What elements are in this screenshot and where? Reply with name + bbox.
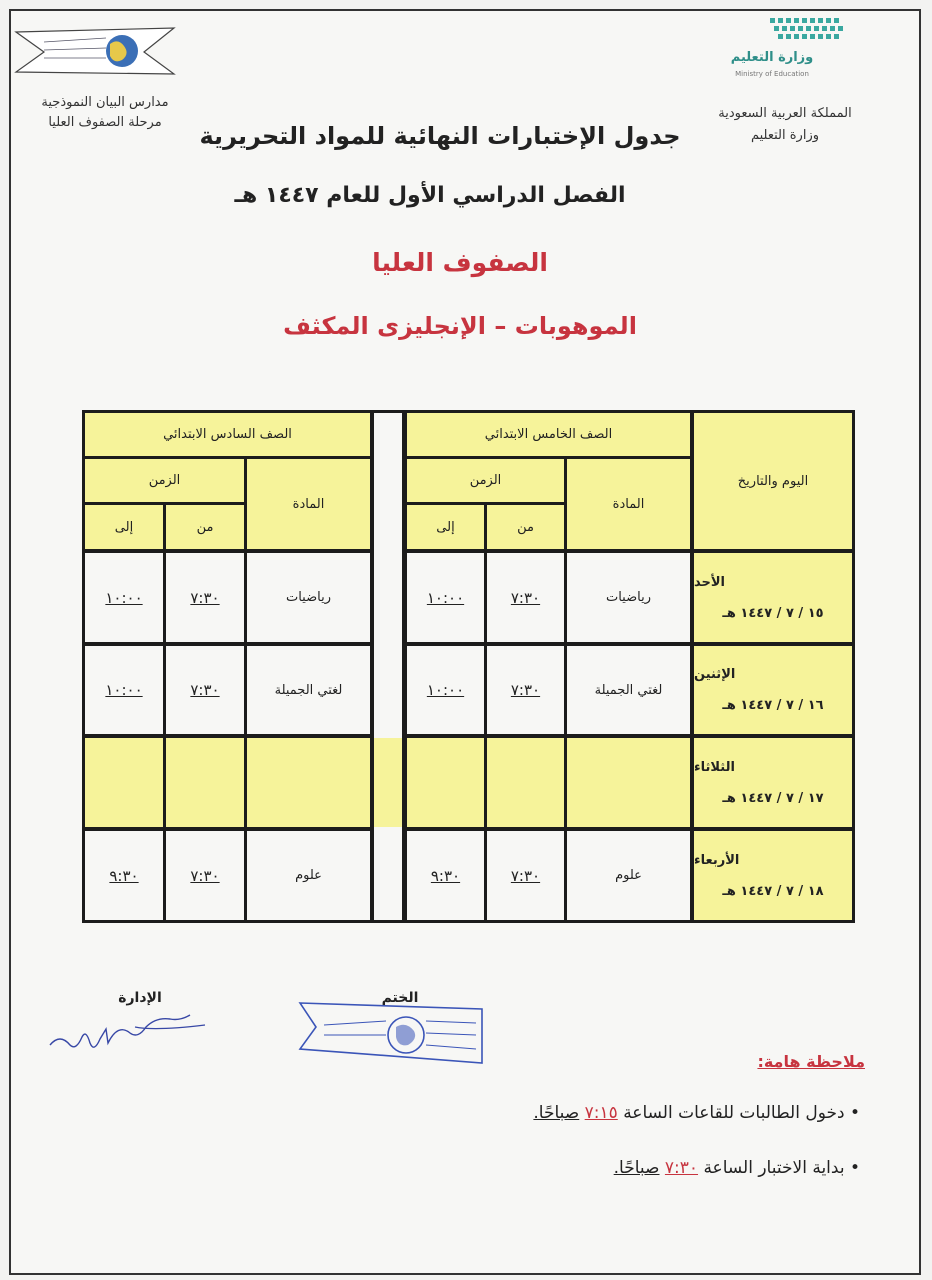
bullet1-time: ٧:١٥ xyxy=(584,1103,618,1123)
bullet1-suffix: صباحًا. xyxy=(533,1103,580,1123)
grade6-subject: رياضيات xyxy=(247,553,370,642)
grade6-to-time: ٩:٣٠ xyxy=(85,831,163,920)
grade6-from-time: ٧:٣٠ xyxy=(166,646,244,734)
school-logo xyxy=(14,22,179,80)
bullet-dot: • xyxy=(844,1103,860,1123)
table-row-day xyxy=(694,831,852,920)
stamp-label: الختم xyxy=(381,990,419,1006)
admin-signature xyxy=(45,1005,215,1055)
grade6-from-time: ٧:٣٠ xyxy=(166,831,244,920)
day-label: الأربعاء xyxy=(694,852,740,868)
table-row-day xyxy=(694,646,852,734)
grade6-subject xyxy=(247,738,370,827)
grade5-header: الصف الخامس الابتدائي xyxy=(407,413,690,456)
grade5-to-time: ١٠:٠٠ xyxy=(407,646,484,734)
exam-schedule-table xyxy=(82,410,855,923)
date-label: ١٨ / ٧ / ١٤٤٧ هـ xyxy=(722,883,824,899)
grade6-subject: لغتي الجميلة xyxy=(247,646,370,734)
table-row-day xyxy=(694,553,852,642)
grade6-subject-header: المادة xyxy=(247,459,370,549)
note-bullet-2 xyxy=(430,1158,860,1178)
grade5-from-time: ٧:٣٠ xyxy=(487,553,564,642)
page-title: جدول الإختبارات النهائية للمواد التحريرية xyxy=(199,122,681,150)
grade5-to-header: إلى xyxy=(407,505,484,549)
grade5-time-header: الزمن xyxy=(407,459,564,502)
date-label: ١٥ / ٧ / ١٤٤٧ هـ xyxy=(722,605,824,621)
grade5-from-time: ٧:٣٠ xyxy=(487,831,564,920)
grade5-subject: رياضيات xyxy=(567,553,690,642)
grade6-from-header: من xyxy=(166,505,244,549)
note-title: ملاحظة هامة: xyxy=(757,1052,865,1071)
day-label: الإثنين xyxy=(694,667,736,682)
grade6-from-time xyxy=(166,738,244,827)
grade6-subject: علوم xyxy=(247,831,370,920)
grade5-subject-header: المادة xyxy=(567,459,690,549)
semester-title: الفصل الدراسي الأول للعام ١٤٤٧ هـ xyxy=(234,183,626,208)
bullet2-text: بداية الاختبار الساعة xyxy=(703,1158,845,1178)
grade5-subject: علوم xyxy=(567,831,690,920)
kingdom-line: المملكة العربية السعودية xyxy=(718,106,852,121)
grade5-from-time xyxy=(487,738,564,827)
grade6-time-header: الزمن xyxy=(85,459,244,502)
grade6-to-header: إلى xyxy=(85,505,163,549)
ministry-logo-en: Ministry of Education xyxy=(735,70,809,78)
day-date-header: اليوم والتاريخ xyxy=(694,413,852,549)
school-stage-line: مرحلة الصفوف العليا xyxy=(48,115,162,130)
bullet-dot: • xyxy=(844,1158,860,1178)
grade5-subject: لغتي الجميلة xyxy=(567,646,690,734)
school-name-line1: مدارس البيان النموذجية xyxy=(41,95,169,110)
ministry-line: وزارة التعليم xyxy=(750,128,820,143)
grade5-to-time: ٩:٣٠ xyxy=(407,831,484,920)
separator-fill xyxy=(374,738,402,827)
grade6-from-time: ٧:٣٠ xyxy=(166,553,244,642)
note-bullet-1 xyxy=(430,1103,860,1123)
ministry-header xyxy=(705,103,865,147)
track-title: الموهوبات – الإنجليزى المكثف xyxy=(283,312,637,340)
grade6-to-time: ١٠:٠٠ xyxy=(85,646,163,734)
school-name xyxy=(20,93,190,133)
grade5-to-time xyxy=(407,738,484,827)
bullet2-time: ٧:٣٠ xyxy=(664,1158,699,1178)
date-label: ١٦ / ٧ / ١٤٤٧ هـ xyxy=(722,698,824,713)
table-row-day xyxy=(694,738,852,827)
bullet2-suffix: صباحًا. xyxy=(613,1158,660,1178)
column-separator xyxy=(374,413,402,920)
stage-title: الصفوف العليا xyxy=(372,248,548,277)
grade5-from-header: من xyxy=(487,505,564,549)
grade5-subject xyxy=(567,738,690,827)
day-label: الأحد xyxy=(694,574,726,590)
ministry-logo-text: وزارة التعليم xyxy=(730,50,814,65)
grade6-header: الصف السادس الابتدائي xyxy=(85,413,370,456)
grade5-from-time: ٧:٣٠ xyxy=(487,646,564,734)
grade5-to-time: ١٠:٠٠ xyxy=(407,553,484,642)
bullet1-text: دخول الطالبات للقاعات الساعة xyxy=(623,1103,845,1123)
day-label: الثلاثاء xyxy=(694,759,735,775)
date-label: ١٧ / ٧ / ١٤٤٧ هـ xyxy=(722,790,824,806)
admin-label: الإدارة xyxy=(118,990,162,1006)
grade6-to-time: ١٠:٠٠ xyxy=(85,553,163,642)
grade6-to-time xyxy=(85,738,163,827)
school-stamp xyxy=(296,997,486,1069)
